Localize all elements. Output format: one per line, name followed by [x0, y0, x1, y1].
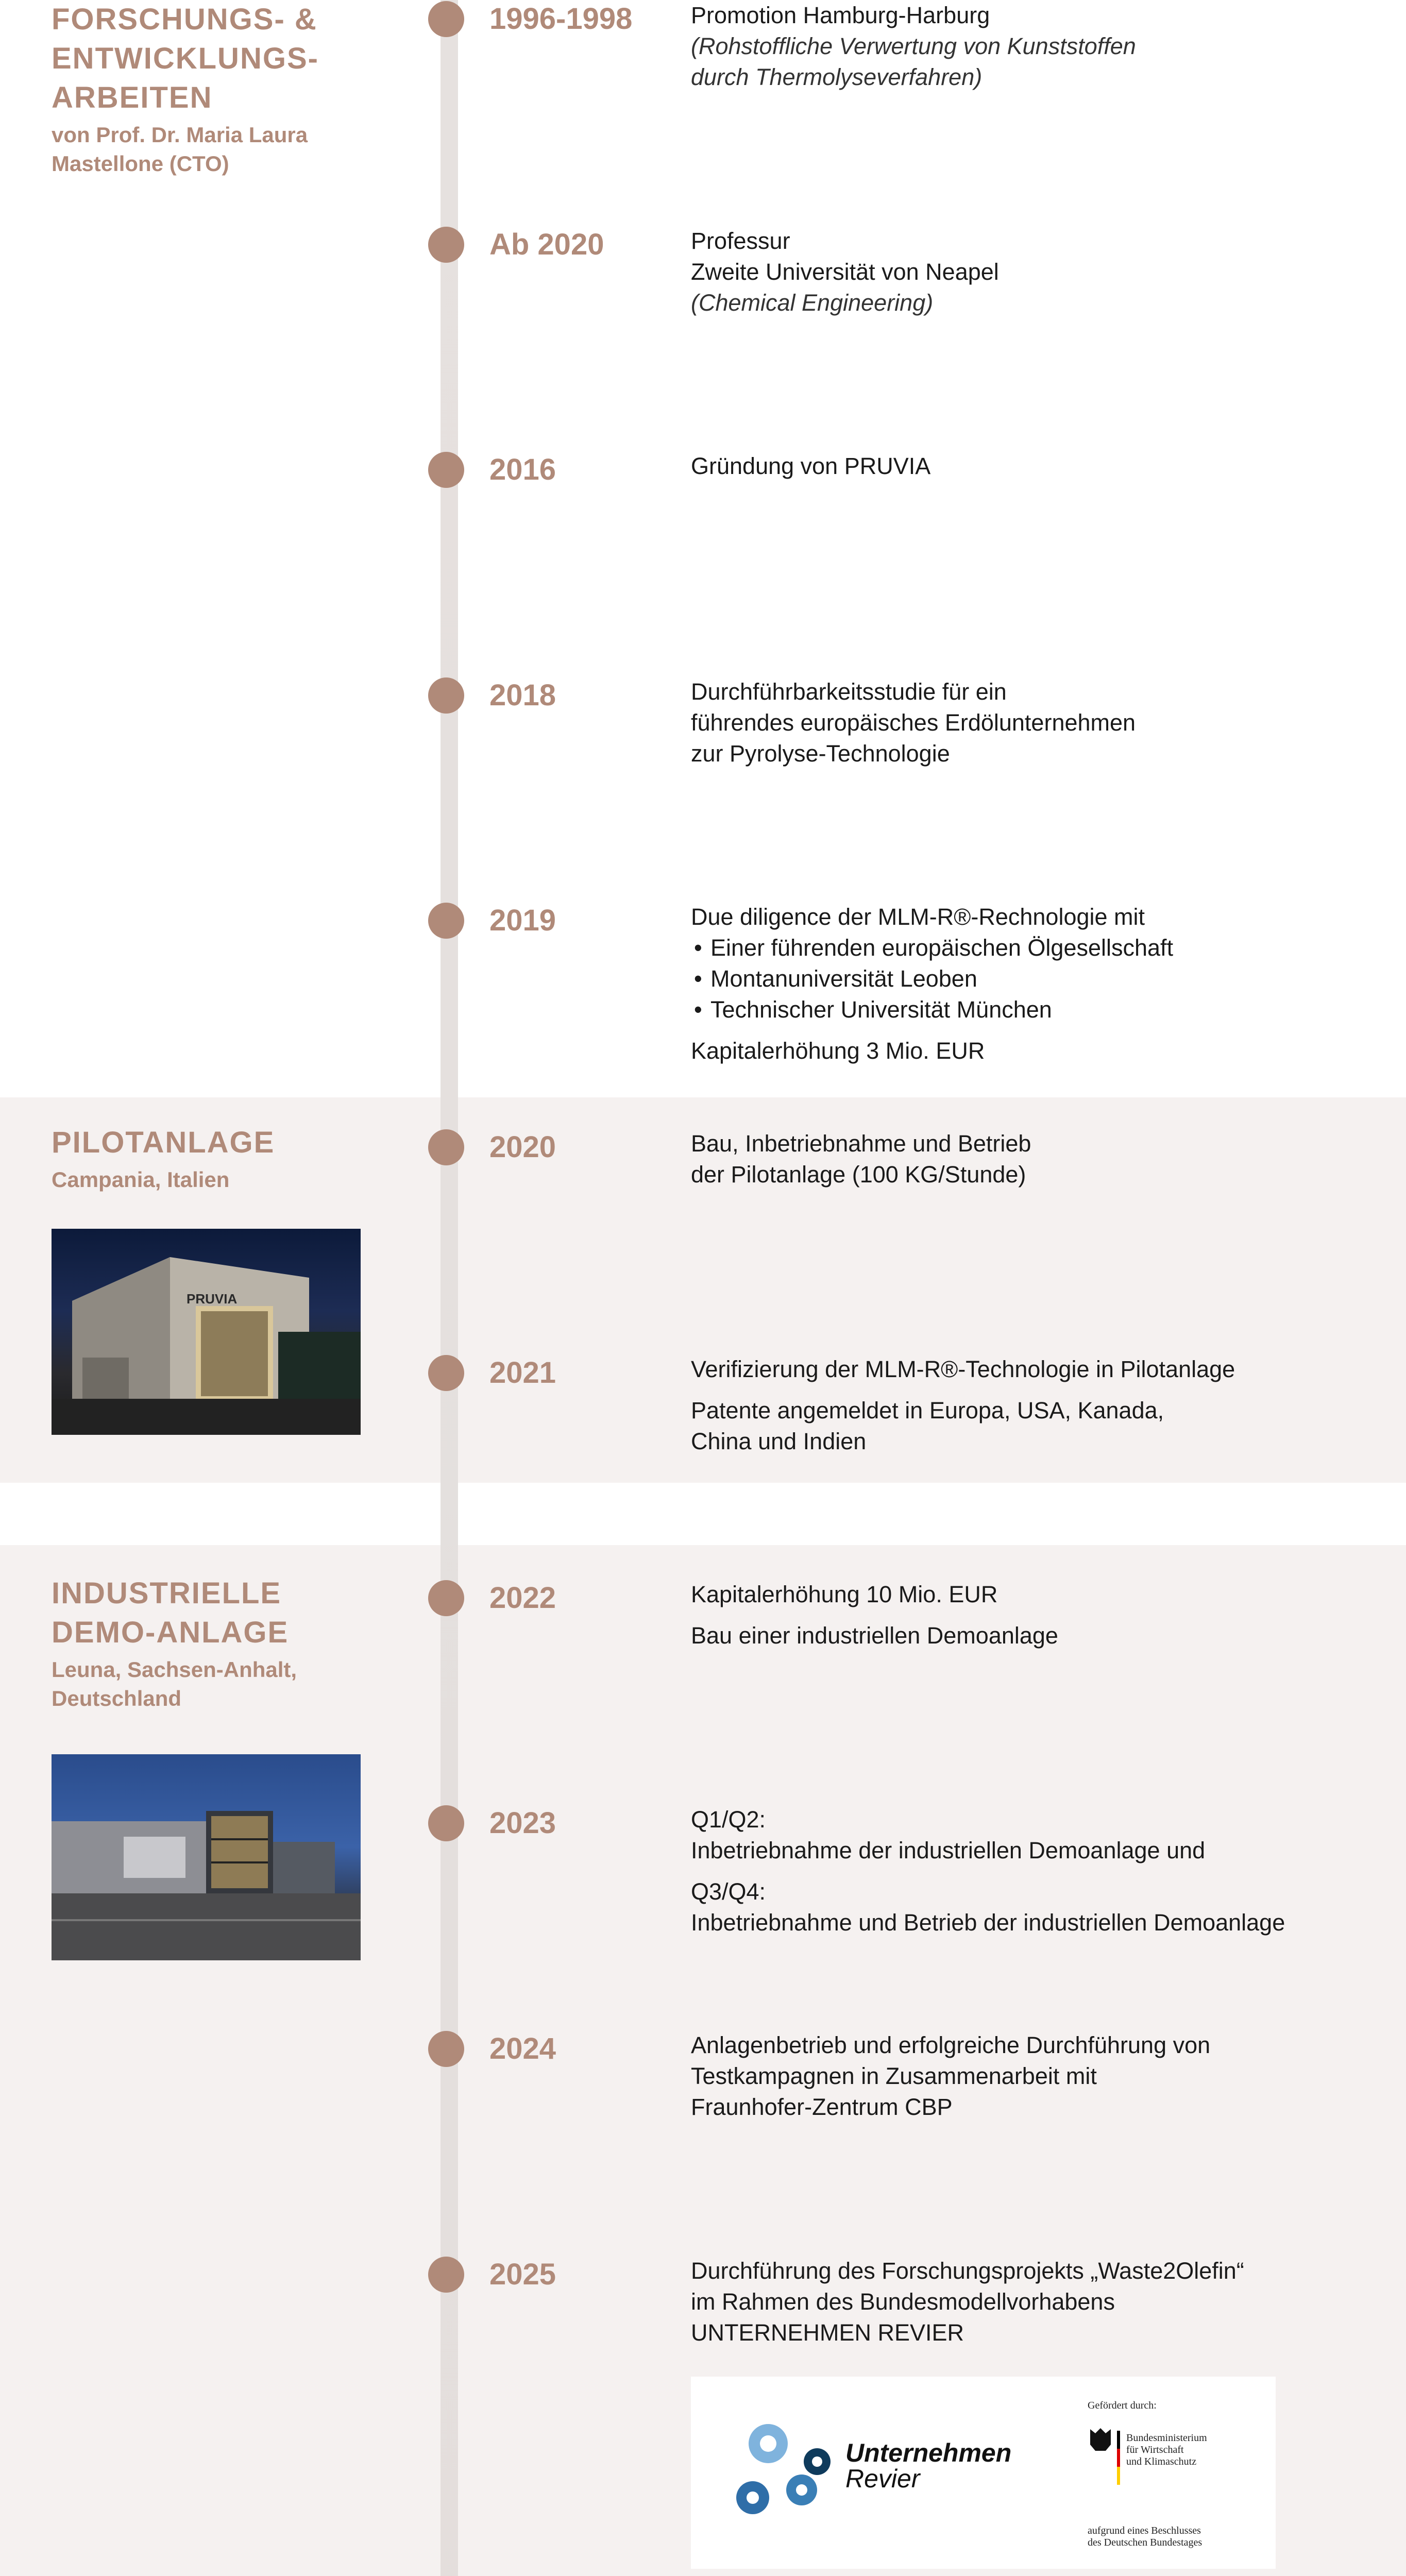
entry-extra-line: Patente angemeldet in Europa, USA, Kanada, [691, 1397, 1164, 1423]
timeline-year: 2018 [489, 679, 556, 712]
entry-note: (Chemical Engineering) [691, 290, 934, 316]
entry-line: Bau, Inbetriebnahme und Betrieb [691, 1130, 1031, 1157]
section-subtitle: von Prof. Dr. Maria Laura Mastellone (CTO) [52, 123, 308, 176]
timeline-dot [428, 677, 464, 714]
entry-line: Durchführbarkeitsstudie für ein [691, 679, 1007, 705]
funding-logos [691, 2377, 1276, 2569]
ministry-line-3: und Klimaschutz [1126, 2456, 1197, 2467]
resolution-line-2: des Deutschen Bundestages [1088, 2537, 1202, 2548]
entry-bullet-list [691, 933, 1361, 1025]
section-research [52, 0, 381, 178]
flag-gold [1117, 2467, 1120, 2485]
entry-extra-line: China und Indien [691, 1428, 867, 1454]
timeline-line [441, 0, 458, 2576]
entry-line: Q1/Q2: [691, 1806, 766, 1833]
timeline-entry [691, 1354, 1361, 1457]
entry-bullet: • Einer führenden europäischen Ölgesellschaft [691, 933, 1361, 963]
entry-extra-line: Bau einer industriellen Demoanlage [691, 1622, 1058, 1649]
entry-note: durch Thermolyseverfahren) [691, 64, 982, 90]
entry-line: im Rahmen des Bundesmodellvorhabens [691, 2289, 1115, 2315]
entry-line: zur Pyrolyse-Technologie [691, 740, 950, 767]
entry-bullet: • Montanuniversität Leoben [691, 963, 1361, 994]
timeline-year: 2025 [489, 2258, 556, 2291]
timeline-year: 1996-1998 [489, 2, 633, 36]
timeline-entry [691, 676, 1361, 769]
timeline-entry [691, 902, 1361, 1066]
entry-line: Gründung von PRUVIA [691, 453, 931, 479]
resolution-line-1: aufgrund eines Beschlusses [1088, 2525, 1201, 2536]
entry-note: (Rohstoffliche Verwertung von Kunststoffen [691, 33, 1136, 59]
section-title: FORSCHUNGS- & ENTWICKLUNGS-ARBEITEN [52, 3, 319, 114]
entry-line: führendes europäisches Erdölunternehmen [691, 709, 1136, 736]
section-pilot [52, 1123, 381, 1194]
section-subtitle: Leuna, Sachsen-Anhalt, Deutschland [52, 1657, 297, 1710]
entry-line: UNTERNEHMEN REVIER [691, 2319, 964, 2346]
timeline-year: 2020 [489, 1130, 556, 1164]
pilot-sign-text: PRUVIA [187, 1291, 238, 1307]
timeline-entry [691, 2030, 1361, 2123]
entry-line: Anlagenbetrieb und erfolgreiche Durchführung von [691, 2032, 1211, 2058]
entry-line: Inbetriebnahme der industriellen Demoanlage und [691, 1837, 1206, 1863]
entry-line: Zweite Universität von Neapel [691, 259, 999, 285]
timeline-dot [428, 452, 464, 488]
timeline-entry [691, 0, 1361, 93]
timeline-dot [428, 1580, 464, 1616]
timeline-year: 2023 [489, 1806, 556, 1840]
timeline-dot [428, 1805, 464, 1841]
entry-line: Verifizierung der MLM-R®-Technologie in Pilotanlage [691, 1356, 1235, 1382]
funding-logo-box [691, 2377, 1276, 2569]
timeline-year: 2024 [489, 2032, 556, 2065]
timeline-year: 2019 [489, 904, 556, 937]
timeline-entry [691, 1128, 1361, 1190]
entry-line: Kapitalerhöhung 10 Mio. EUR [691, 1581, 998, 1607]
revier-logo-text-2: Revier [845, 2464, 920, 2493]
timeline-dot [428, 1129, 464, 1165]
timeline-year: 2022 [489, 1581, 556, 1615]
timeline-dot [428, 227, 464, 263]
timeline-entry [691, 451, 1361, 482]
timeline-year: 2021 [489, 1356, 556, 1389]
entry-line: Due diligence der MLM-R®-Rechnologie mit [691, 904, 1145, 930]
entry-line: Promotion Hamburg-Harburg [691, 2, 990, 28]
entry-bullet: • Technischer Universität München [691, 994, 1361, 1025]
section-title: PILOTANLAGE [52, 1126, 275, 1159]
timeline-entry [691, 2256, 1361, 2348]
timeline-year: 2016 [489, 453, 556, 486]
flag-black [1117, 2431, 1120, 2449]
entry-line: der Pilotanlage (100 KG/Stunde) [691, 1161, 1026, 1188]
timeline-year: Ab 2020 [489, 228, 604, 261]
timeline-entry [691, 1804, 1361, 1938]
entry-line: Durchführung des Forschungsprojekts „Waste2Olefin“ [691, 2258, 1244, 2284]
funded-by-label: Gefördert durch: [1088, 2400, 1157, 2411]
revier-logo-icon [736, 2424, 831, 2514]
timeline-dot [428, 2257, 464, 2293]
revier-logo-text-1: Unternehmen [845, 2438, 1012, 2467]
entry-extra-line: Kapitalerhöhung 3 Mio. EUR [691, 1038, 985, 1064]
section-title: INDUSTRIELLE DEMO-ANLAGE [52, 1577, 289, 1649]
pilot-plant-illustration [52, 1229, 361, 1435]
flag-red [1117, 2449, 1120, 2467]
entry-extra-line: Inbetriebnahme und Betrieb der industriellen Demoanlage [691, 1909, 1285, 1936]
timeline-dot [428, 2031, 464, 2067]
timeline-dot [428, 903, 464, 939]
section-subtitle: Campania, Italien [52, 1167, 230, 1192]
timeline-entry [691, 1579, 1361, 1651]
timeline-dot [428, 1355, 464, 1391]
ministry-line-2: für Wirtschaft [1126, 2444, 1184, 2455]
demo-plant-illustration [52, 1754, 361, 1960]
federal-eagle-icon [1090, 2428, 1111, 2451]
entry-extra-line: Q3/Q4: [691, 1878, 766, 1905]
timeline-entry [691, 226, 1361, 318]
section-demo [52, 1574, 381, 1713]
timeline-dot [428, 1, 464, 37]
ministry-line-1: Bundesministerium [1126, 2432, 1207, 2444]
pilot-plant-photo [52, 1229, 361, 1435]
entry-line: Fraunhofer-Zentrum CBP [691, 2094, 953, 2120]
entry-line: Testkampagnen in Zusammenarbeit mit [691, 2063, 1097, 2089]
entry-line: Professur [691, 228, 790, 254]
demo-plant-photo [52, 1754, 361, 1960]
